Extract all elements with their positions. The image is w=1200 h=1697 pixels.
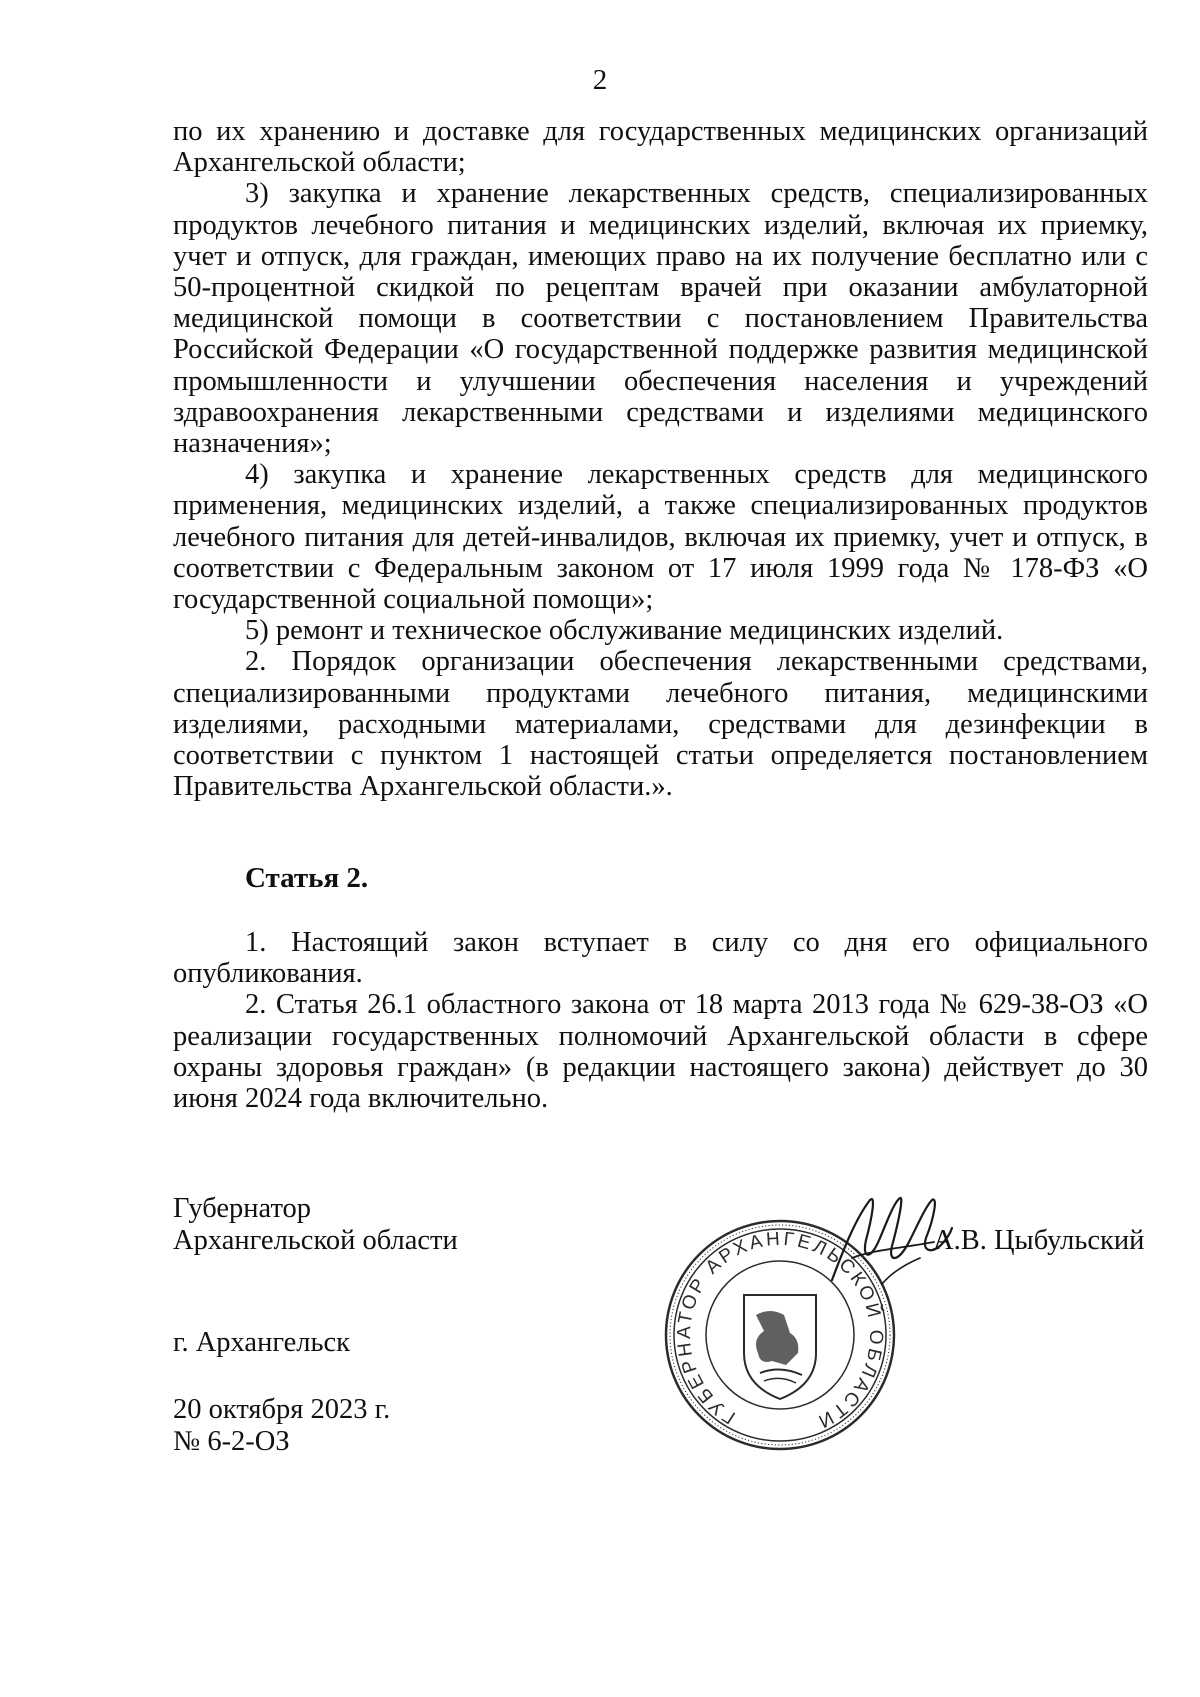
article-2-item: 2. Статья 26.1 областного закона от 18 марта 2013 года № 629-38-ОЗ «О реализации государственных полномочий Архангельской области в сфере охраны здоровья граждан» (в редакции настоящего закона) действует до 30 июня 2024 года включительно. — [173, 989, 1148, 1115]
signer-title-line: Губернатор — [173, 1193, 312, 1224]
coat-of-arms-icon — [744, 1295, 816, 1399]
seal-text: ГУБЕРНАТОР АРХАНГЕЛЬСКОЙ ОБЛАСТИ — [673, 1228, 887, 1433]
paragraph: 2. Порядок организации обеспечения лекарственными средствами, специализированными продуктами лечебного питания, медицинскими изделиями, расходными материалами, средствами для дезинфекции в соответствии с пунктом 1 настоящей статьи определяется постановлением Правительства Архангельской области.». — [173, 646, 1148, 803]
document-date: 20 октября 2023 г. — [173, 1394, 391, 1425]
page-number: 2 — [592, 64, 608, 96]
place: г. Архангельск — [173, 1327, 351, 1358]
signer-title-line: Архангельской области — [173, 1225, 458, 1256]
article-2-text — [173, 927, 1148, 1114]
signer-title — [173, 1193, 593, 1257]
article-2-item: 1. Настоящий закон вступает в силу со дня его официального опубликования. — [173, 927, 1148, 990]
paragraph: 3) закупка и хранение лекарственных средств, специализированных продуктов лечебного питания и медицинских изделий, включая их приемку, учет и отпуск, для граждан, имеющих право на их получение бесплатно или с 50-процентной скидкой по рецептам врачей при оказании амбулаторной медицинской помощи в соответствии с постановлением Правительства Российской Федерации «О государственной поддержке развития медицинской промышленности и улучшении обеспечения населения и учреждений здравоохранения лекарственными средствами и изделиями медицинского назначения»; — [173, 178, 1148, 460]
date-block — [173, 1394, 390, 1458]
document-number: № 6-2-ОЗ — [173, 1426, 290, 1457]
paragraph: 5) ремонт и техническое обслуживание медицинских изделий. — [245, 615, 1004, 647]
signer-name: А.В. Цыбульский — [933, 1225, 1145, 1256]
paragraph: 4) закупка и хранение лекарственных средств для медицинского применения, медицинских изделий, а также специализированных продуктов лечебного питания для детей-инвалидов, включая их приемку, учет и отпуск, в соответствии с Федеральным законом от 17 июля 1999 года № 178-ФЗ «О государственной социальной помощи»; — [173, 459, 1148, 616]
body-text — [173, 116, 1148, 802]
article-title: Статья 2. — [245, 862, 369, 894]
paragraph: по их хранению и доставке для государственных медицинских организаций Архангельской области; — [173, 116, 1148, 179]
